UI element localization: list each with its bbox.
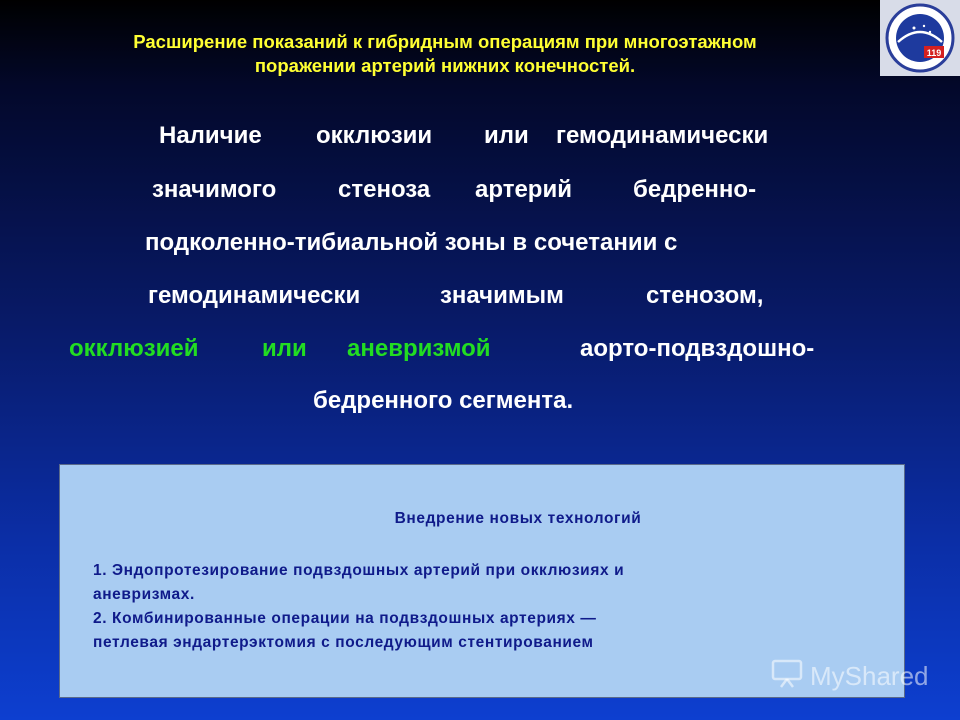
logo-number: 119 <box>926 48 942 58</box>
list-item-1-line1: 1. Эндопротезирование подвздошных артерий при окклюзиях и <box>93 562 625 579</box>
main-word: или <box>484 122 529 149</box>
main-word-highlight: аневризмой <box>347 335 491 362</box>
main-word: гемодинамически <box>148 282 361 309</box>
main-word: аорто-подвздошно- <box>580 335 815 362</box>
main-line-6-text: бедренного сегмента. <box>313 387 574 414</box>
main-word: стеноза <box>338 176 431 203</box>
slide-title-line2: поражении артерий нижних конечностей. <box>254 55 636 76</box>
main-word: бедренно- <box>633 176 757 203</box>
technology-box-list <box>93 559 883 655</box>
clinic-logo <box>880 0 960 76</box>
slide-title-line1: Расширение показаний к гибридным операциям при многоэтажном <box>133 31 757 52</box>
list-item-1-line2: аневризмах. <box>93 586 195 603</box>
main-word: гемодинамически <box>556 122 769 149</box>
clinic-logo-icon <box>884 2 956 74</box>
presentation-icon <box>770 658 804 695</box>
main-word: значимого <box>152 176 277 203</box>
watermark <box>770 656 950 696</box>
main-line-3-text: подколенно-тибиальной зоны в сочетании с <box>145 229 678 256</box>
main-word: окклюзии <box>316 122 433 149</box>
main-word: значимым <box>440 282 564 309</box>
list-item-2-line2: петлевая эндартерэктомия с последующим стентированием <box>93 634 594 651</box>
main-word-highlight: окклюзией <box>69 335 199 362</box>
main-word-highlight: или <box>262 335 307 362</box>
main-word: стенозом, <box>646 282 764 309</box>
main-word: Наличие <box>159 122 262 149</box>
list-item-2-line1: 2. Комбинированные операции на подвздошных артериях — <box>93 610 597 627</box>
slide-title <box>20 30 870 78</box>
main-word: артерий <box>475 176 572 203</box>
watermark-text: MyShared <box>810 660 929 691</box>
technology-box-heading: Внедрение новых технологий <box>394 510 642 527</box>
